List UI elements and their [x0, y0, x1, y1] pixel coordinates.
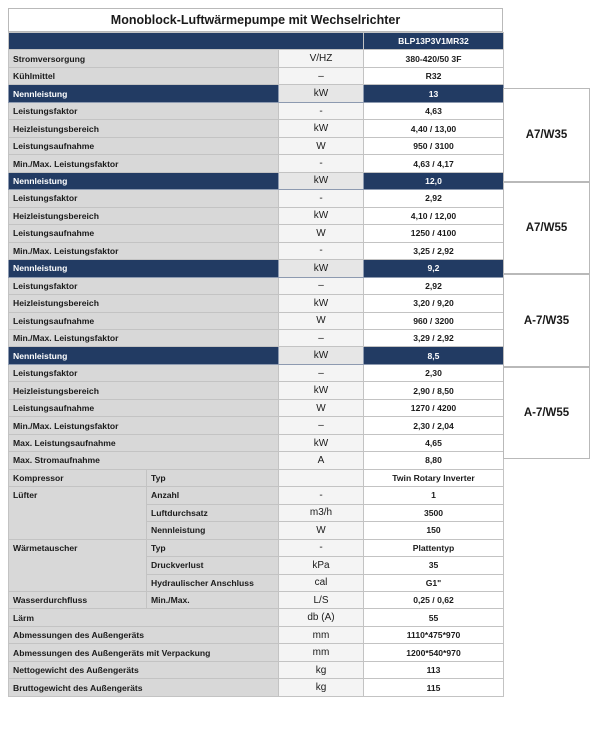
table-row: [9, 295, 504, 312]
row-value: 950 / 3100: [364, 137, 504, 154]
table-row: [9, 102, 504, 119]
row-unit: -: [279, 487, 364, 504]
row-sublabel: Druckverlust: [147, 557, 279, 574]
row-sublabel: Typ: [147, 539, 279, 556]
row-unit: kW: [279, 434, 364, 451]
row-value: 3,20 / 9,20: [364, 295, 504, 312]
row-value: 4,10 / 12,00: [364, 207, 504, 224]
row-label: Kompressor: [9, 469, 147, 486]
row-unit: -: [279, 242, 364, 259]
row-value: Plattentyp: [364, 539, 504, 556]
row-value: 1110*475*970: [364, 626, 504, 643]
row-label: Wärmetauscher: [9, 539, 147, 591]
table-row: [9, 469, 504, 486]
table-row: [9, 155, 504, 172]
row-value: 2,90 / 8,50: [364, 382, 504, 399]
condition-label-a7-w55: A7/W55: [503, 182, 590, 274]
row-label: Leistungsaufnahme: [9, 399, 279, 416]
row-unit: kW: [279, 260, 364, 277]
table-row: [9, 329, 504, 346]
row-value: 3,29 / 2,92: [364, 329, 504, 346]
table-row: [9, 225, 504, 242]
table-row-highlight: [9, 347, 504, 364]
table-row: [9, 364, 504, 381]
row-value: 8,5: [364, 347, 504, 364]
row-unit: –: [279, 329, 364, 346]
table-row: [9, 137, 504, 154]
row-value: 960 / 3200: [364, 312, 504, 329]
row-unit: L/S: [279, 592, 364, 609]
row-label: Heizleistungsbereich: [9, 207, 279, 224]
table-row: [9, 399, 504, 416]
row-unit: kW: [279, 85, 364, 102]
row-unit: db (A): [279, 609, 364, 626]
table-row: [9, 487, 504, 504]
row-unit: mm: [279, 626, 364, 643]
row-value: 4,65: [364, 434, 504, 451]
row-value: 3,25 / 2,92: [364, 242, 504, 259]
row-sublabel: Anzahl: [147, 487, 279, 504]
row-unit: W: [279, 399, 364, 416]
condition-label-a-7-w35: A-7/W35: [503, 274, 590, 367]
row-value: 113: [364, 661, 504, 678]
row-value: 380-420/50 3F: [364, 50, 504, 67]
row-label: Lärm: [9, 609, 279, 626]
row-unit: –: [279, 417, 364, 434]
row-label: Kühlmittel: [9, 67, 279, 84]
row-sublabel: Luftdurchsatz: [147, 504, 279, 521]
table-row: [9, 67, 504, 84]
spec-table: [8, 32, 504, 697]
row-label: Nennleistung: [9, 347, 279, 364]
table-row: [9, 679, 504, 696]
row-value: 2,92: [364, 277, 504, 294]
table-row: [9, 312, 504, 329]
row-value: R32: [364, 67, 504, 84]
row-unit: -: [279, 539, 364, 556]
row-value: Twin Rotary Inverter: [364, 469, 504, 486]
table-row: [9, 382, 504, 399]
row-value: 1270 / 4200: [364, 399, 504, 416]
row-sublabel: Hydraulischer Anschluss: [147, 574, 279, 591]
table-row: [9, 207, 504, 224]
table-row: [9, 626, 504, 643]
row-label: Leistungsaufnahme: [9, 225, 279, 242]
row-unit: –: [279, 67, 364, 84]
row-value: 13: [364, 85, 504, 102]
table-row-highlight: [9, 260, 504, 277]
row-label: Heizleistungsbereich: [9, 120, 279, 137]
table-row: [9, 661, 504, 678]
row-label: Nettogewicht des Außengeräts: [9, 661, 279, 678]
table-row-highlight: [9, 85, 504, 102]
condition-label-a7-w35: A7/W35: [503, 88, 590, 182]
model-name: BLP13P3V1MR32: [364, 33, 504, 50]
row-unit: kW: [279, 295, 364, 312]
row-label: Max. Leistungsaufnahme: [9, 434, 279, 451]
row-value: 2,30 / 2,04: [364, 417, 504, 434]
table-row: [9, 609, 504, 626]
row-value: G1": [364, 574, 504, 591]
row-label: Nennleistung: [9, 260, 279, 277]
row-label: Bruttogewicht des Außengeräts: [9, 679, 279, 696]
spec-sheet: [8, 8, 590, 743]
row-unit: A: [279, 452, 364, 469]
row-label: Lüfter: [9, 487, 147, 539]
row-label: Leistungsfaktor: [9, 190, 279, 207]
row-label: Nennleistung: [9, 85, 279, 102]
row-unit: kg: [279, 679, 364, 696]
row-value: 3500: [364, 504, 504, 521]
row-label: Heizleistungsbereich: [9, 295, 279, 312]
table-row: [9, 434, 504, 451]
row-label: Stromversorgung: [9, 50, 279, 67]
row-value: 0,25 / 0,62: [364, 592, 504, 609]
row-value: 35: [364, 557, 504, 574]
row-unit: -: [279, 190, 364, 207]
row-unit: W: [279, 522, 364, 539]
table-row-highlight: [9, 172, 504, 189]
row-label: Leistungsaufnahme: [9, 312, 279, 329]
row-label: Leistungsaufnahme: [9, 137, 279, 154]
row-label: Min./Max. Leistungsfaktor: [9, 329, 279, 346]
row-label: Heizleistungsbereich: [9, 382, 279, 399]
model-header-blank: [9, 33, 364, 50]
table-row: [9, 417, 504, 434]
row-sublabel: Nennleistung: [147, 522, 279, 539]
table-row: [9, 120, 504, 137]
row-label: Max. Stromaufnahme: [9, 452, 279, 469]
row-unit: kg: [279, 661, 364, 678]
row-unit: kW: [279, 172, 364, 189]
row-unit: W: [279, 137, 364, 154]
row-value: 1200*540*970: [364, 644, 504, 661]
table-row: [9, 452, 504, 469]
model-row: [9, 33, 504, 50]
row-value: 2,92: [364, 190, 504, 207]
table-row: [9, 539, 504, 556]
row-unit: kW: [279, 347, 364, 364]
condition-label-a-7-w55: A-7/W55: [503, 367, 590, 459]
row-label: Leistungsfaktor: [9, 364, 279, 381]
table-row: [9, 190, 504, 207]
row-value: 12,0: [364, 172, 504, 189]
row-unit: [279, 469, 364, 486]
row-unit: -: [279, 102, 364, 119]
row-unit: m3/h: [279, 504, 364, 521]
table-row: [9, 277, 504, 294]
row-label: Wasserdurchfluss: [9, 592, 147, 609]
row-unit: –: [279, 277, 364, 294]
row-label: Leistungsfaktor: [9, 102, 279, 119]
row-unit: W: [279, 225, 364, 242]
row-sublabel: Typ: [147, 469, 279, 486]
row-unit: kPa: [279, 557, 364, 574]
row-label: Leistungsfaktor: [9, 277, 279, 294]
row-value: 150: [364, 522, 504, 539]
row-value: 4,40 / 13,00: [364, 120, 504, 137]
row-unit: W: [279, 312, 364, 329]
row-label: Abmessungen des Außengeräts: [9, 626, 279, 643]
row-value: 8,80: [364, 452, 504, 469]
table-row: [9, 644, 504, 661]
row-label: Abmessungen des Außengeräts mit Verpackung: [9, 644, 279, 661]
row-value: 1250 / 4100: [364, 225, 504, 242]
row-value: 2,30: [364, 364, 504, 381]
row-value: 4,63: [364, 102, 504, 119]
row-unit: -: [279, 155, 364, 172]
row-unit: –: [279, 364, 364, 381]
row-value: 4,63 / 4,17: [364, 155, 504, 172]
row-label: Min./Max. Leistungsfaktor: [9, 417, 279, 434]
row-unit: kW: [279, 382, 364, 399]
row-unit: kW: [279, 120, 364, 137]
row-value: 115: [364, 679, 504, 696]
row-label: Min./Max. Leistungsfaktor: [9, 242, 279, 259]
row-label: Nennleistung: [9, 172, 279, 189]
row-label: Min./Max. Leistungsfaktor: [9, 155, 279, 172]
table-row: [9, 592, 504, 609]
row-unit: mm: [279, 644, 364, 661]
row-value: 1: [364, 487, 504, 504]
table-row: [9, 50, 504, 67]
table-row: [9, 242, 504, 259]
row-unit: cal: [279, 574, 364, 591]
row-sublabel: Min./Max.: [147, 592, 279, 609]
row-unit: kW: [279, 207, 364, 224]
sheet-title: Monoblock-Luftwärmepumpe mit Wechselrichter: [8, 8, 503, 32]
row-unit: V/HZ: [279, 50, 364, 67]
row-value: 55: [364, 609, 504, 626]
row-value: 9,2: [364, 260, 504, 277]
